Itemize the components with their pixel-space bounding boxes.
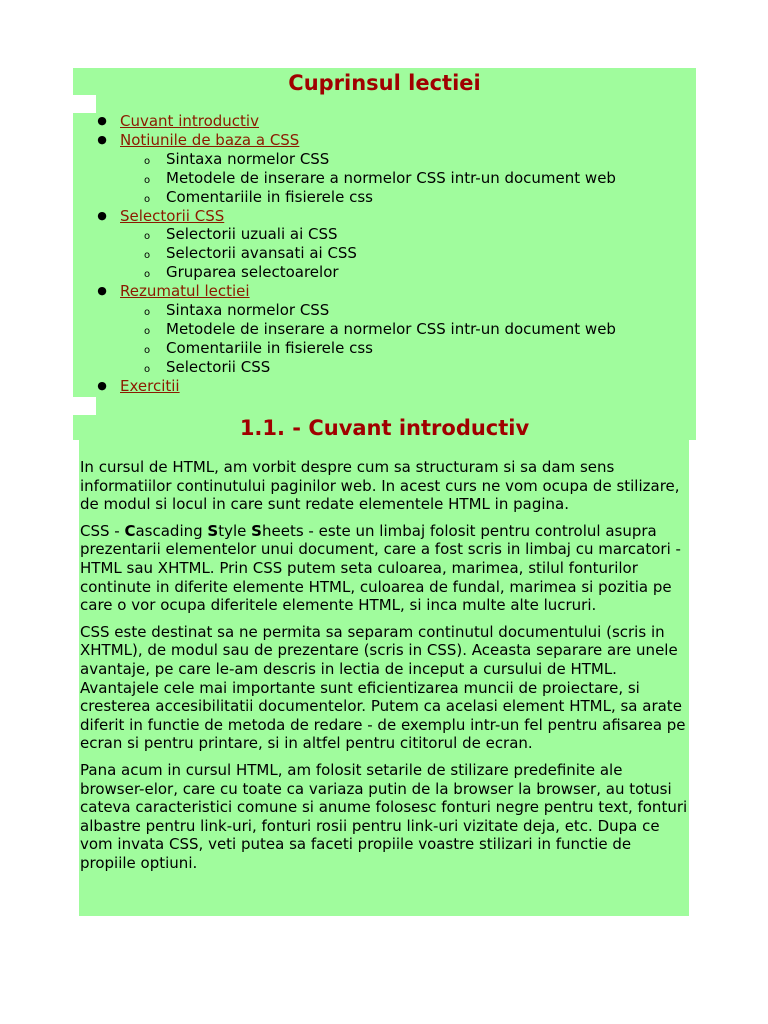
- toc-subitem: [96, 225, 616, 244]
- toc-subitem-label: Selectorii CSS: [166, 357, 271, 376]
- toc-link-notiunile[interactable]: Notiunile de baza a CSS: [120, 130, 300, 149]
- toc-subitem-label: Comentariile in fisierele css: [166, 187, 373, 206]
- toc-subitem-label: Gruparea selectoarelor: [166, 263, 339, 282]
- paragraph-2: [80, 522, 688, 615]
- toc-list: [96, 112, 616, 396]
- bullet-icon: ●: [97, 208, 107, 222]
- toc-subitem-label: Comentariile in fisierele css: [166, 338, 373, 357]
- circle-bullet-icon: o: [144, 325, 151, 337]
- bullet-icon: ●: [97, 378, 107, 392]
- toc-title: Cuprinsul lectiei: [288, 71, 481, 95]
- toc-item-selectorii: [96, 207, 616, 226]
- toc-sublist-notiunile: [96, 150, 616, 207]
- p2-initial-s2: S: [251, 521, 262, 540]
- toc-sublist-rezumatul: [96, 301, 616, 377]
- section-title: 1.1. - Cuvant introductiv: [239, 416, 530, 440]
- circle-bullet-icon: o: [144, 155, 151, 167]
- paragraph-3: CSS este destinat sa ne permita sa separam continutul documentului (scris in XHTML), de modul sau de prezentare (scris in CSS). Aceasta separare are unele avantaje, pe care le-am descris in lectia de inceput a cursului de HTML. Avantajele cele mai importante sunt eficientizarea muncii de proiectare, si cresterea accesibilitatii documentelor. Putem ca acelasi element HTML, sa arate diferit in functie de metoda de redare - de exemplu intr-un fel pentru afisarea pe ecran si pentru printare, si in altfel pentru cititorul de ecran.: [80, 622, 686, 753]
- paragraph-1: In cursul de HTML, am vorbit despre cum sa structuram si sa dam sens informatiilor continutului paginilor web. In acest curs ne vom ocupa de stilizare, de modul si locul in care sunt redate elementele HTML in pagina.: [80, 458, 680, 514]
- circle-bullet-icon: o: [144, 250, 151, 262]
- toc-item-exercitii: [96, 377, 616, 396]
- p2-rest: heets - este un limbaj folosit pentru controlul asupra prezentarii elementelor unui document, care a fost scris in limbaj cu marcatori - HTML sau XHTML. Prin CSS putem seta culoarea, marimea, stilul fonturilor continute in diferite elemente HTML, culoarea de fundal, marimea si pozitia pe care o vor ocupa diferitele elemente HTML, si inca multe alte lucruri.: [80, 521, 681, 615]
- toc-item-rezumatul: [96, 282, 616, 301]
- circle-bullet-icon: o: [144, 363, 151, 375]
- p2-lead: CSS -: [80, 521, 125, 540]
- toc-sublist-selectorii: [96, 225, 616, 282]
- toc-subitem: [96, 150, 616, 169]
- toc-subitem: [96, 358, 616, 377]
- toc-subitem-label: Metodele de inserare a normelor CSS intr-un document web: [166, 319, 616, 338]
- toc-subitem-label: Selectorii uzuali ai CSS: [166, 225, 338, 244]
- circle-bullet-icon: o: [144, 231, 151, 243]
- p2-tyle: tyle: [218, 521, 252, 540]
- toc-item-notiunile: [96, 131, 616, 150]
- bullet-icon: ●: [97, 114, 107, 127]
- circle-bullet-icon: o: [144, 307, 151, 319]
- toc-link-cuvant-introductiv[interactable]: Cuvant introductiv: [120, 112, 259, 130]
- toc-subitem-label: Selectorii avansati ai CSS: [166, 244, 357, 263]
- toc-subitem-label: Sintaxa normelor CSS: [166, 149, 330, 168]
- toc-subitem-label: Sintaxa normelor CSS: [166, 301, 330, 320]
- circle-bullet-icon: o: [144, 269, 151, 281]
- toc-subitem: [96, 169, 616, 188]
- paragraph-4: Pana acum in cursul HTML, am folosit setarile de stilizare predefinite ale browser-elor, care cu toate ca variaza putin de la browser la browser, au totusi cateva caracteristici comune si anume folosesc fonturi negre pentru text, fonturi albastre pentru link-uri, fonturi rosii pentru link-uri vizitate deja, etc. Dupa ce vom invata CSS, veti putea sa faceti propiile voastre stilizari in functie de propiile optiuni.: [80, 760, 688, 872]
- p2-ascading: ascading: [135, 521, 208, 540]
- toc-link-exercitii[interactable]: Exercitii: [120, 376, 180, 395]
- circle-bullet-icon: o: [144, 344, 151, 356]
- bullet-icon: ●: [97, 132, 107, 146]
- circle-bullet-icon: o: [144, 193, 151, 205]
- toc-subitem: [96, 339, 616, 358]
- p2-initial-s: S: [207, 521, 219, 540]
- toc-subitem: [96, 263, 616, 282]
- toc-subitem: [96, 320, 616, 339]
- toc-link-rezumatul[interactable]: Rezumatul lectiei: [120, 282, 250, 301]
- toc-subitem: [96, 244, 616, 263]
- toc-link-selectorii[interactable]: Selectorii CSS: [120, 206, 225, 225]
- toc-notch-top: [73, 95, 96, 113]
- toc-item-cuvant-introductiv: [96, 112, 616, 131]
- circle-bullet-icon: o: [144, 174, 151, 186]
- bullet-icon: ●: [97, 284, 107, 298]
- section-content: [80, 458, 688, 880]
- toc-subitem: [96, 188, 616, 207]
- toc-subitem: [96, 301, 616, 320]
- p2-initial-c: C: [124, 521, 136, 540]
- toc-subitem-label: Metodele de inserare a normelor CSS intr-un document web: [166, 168, 616, 187]
